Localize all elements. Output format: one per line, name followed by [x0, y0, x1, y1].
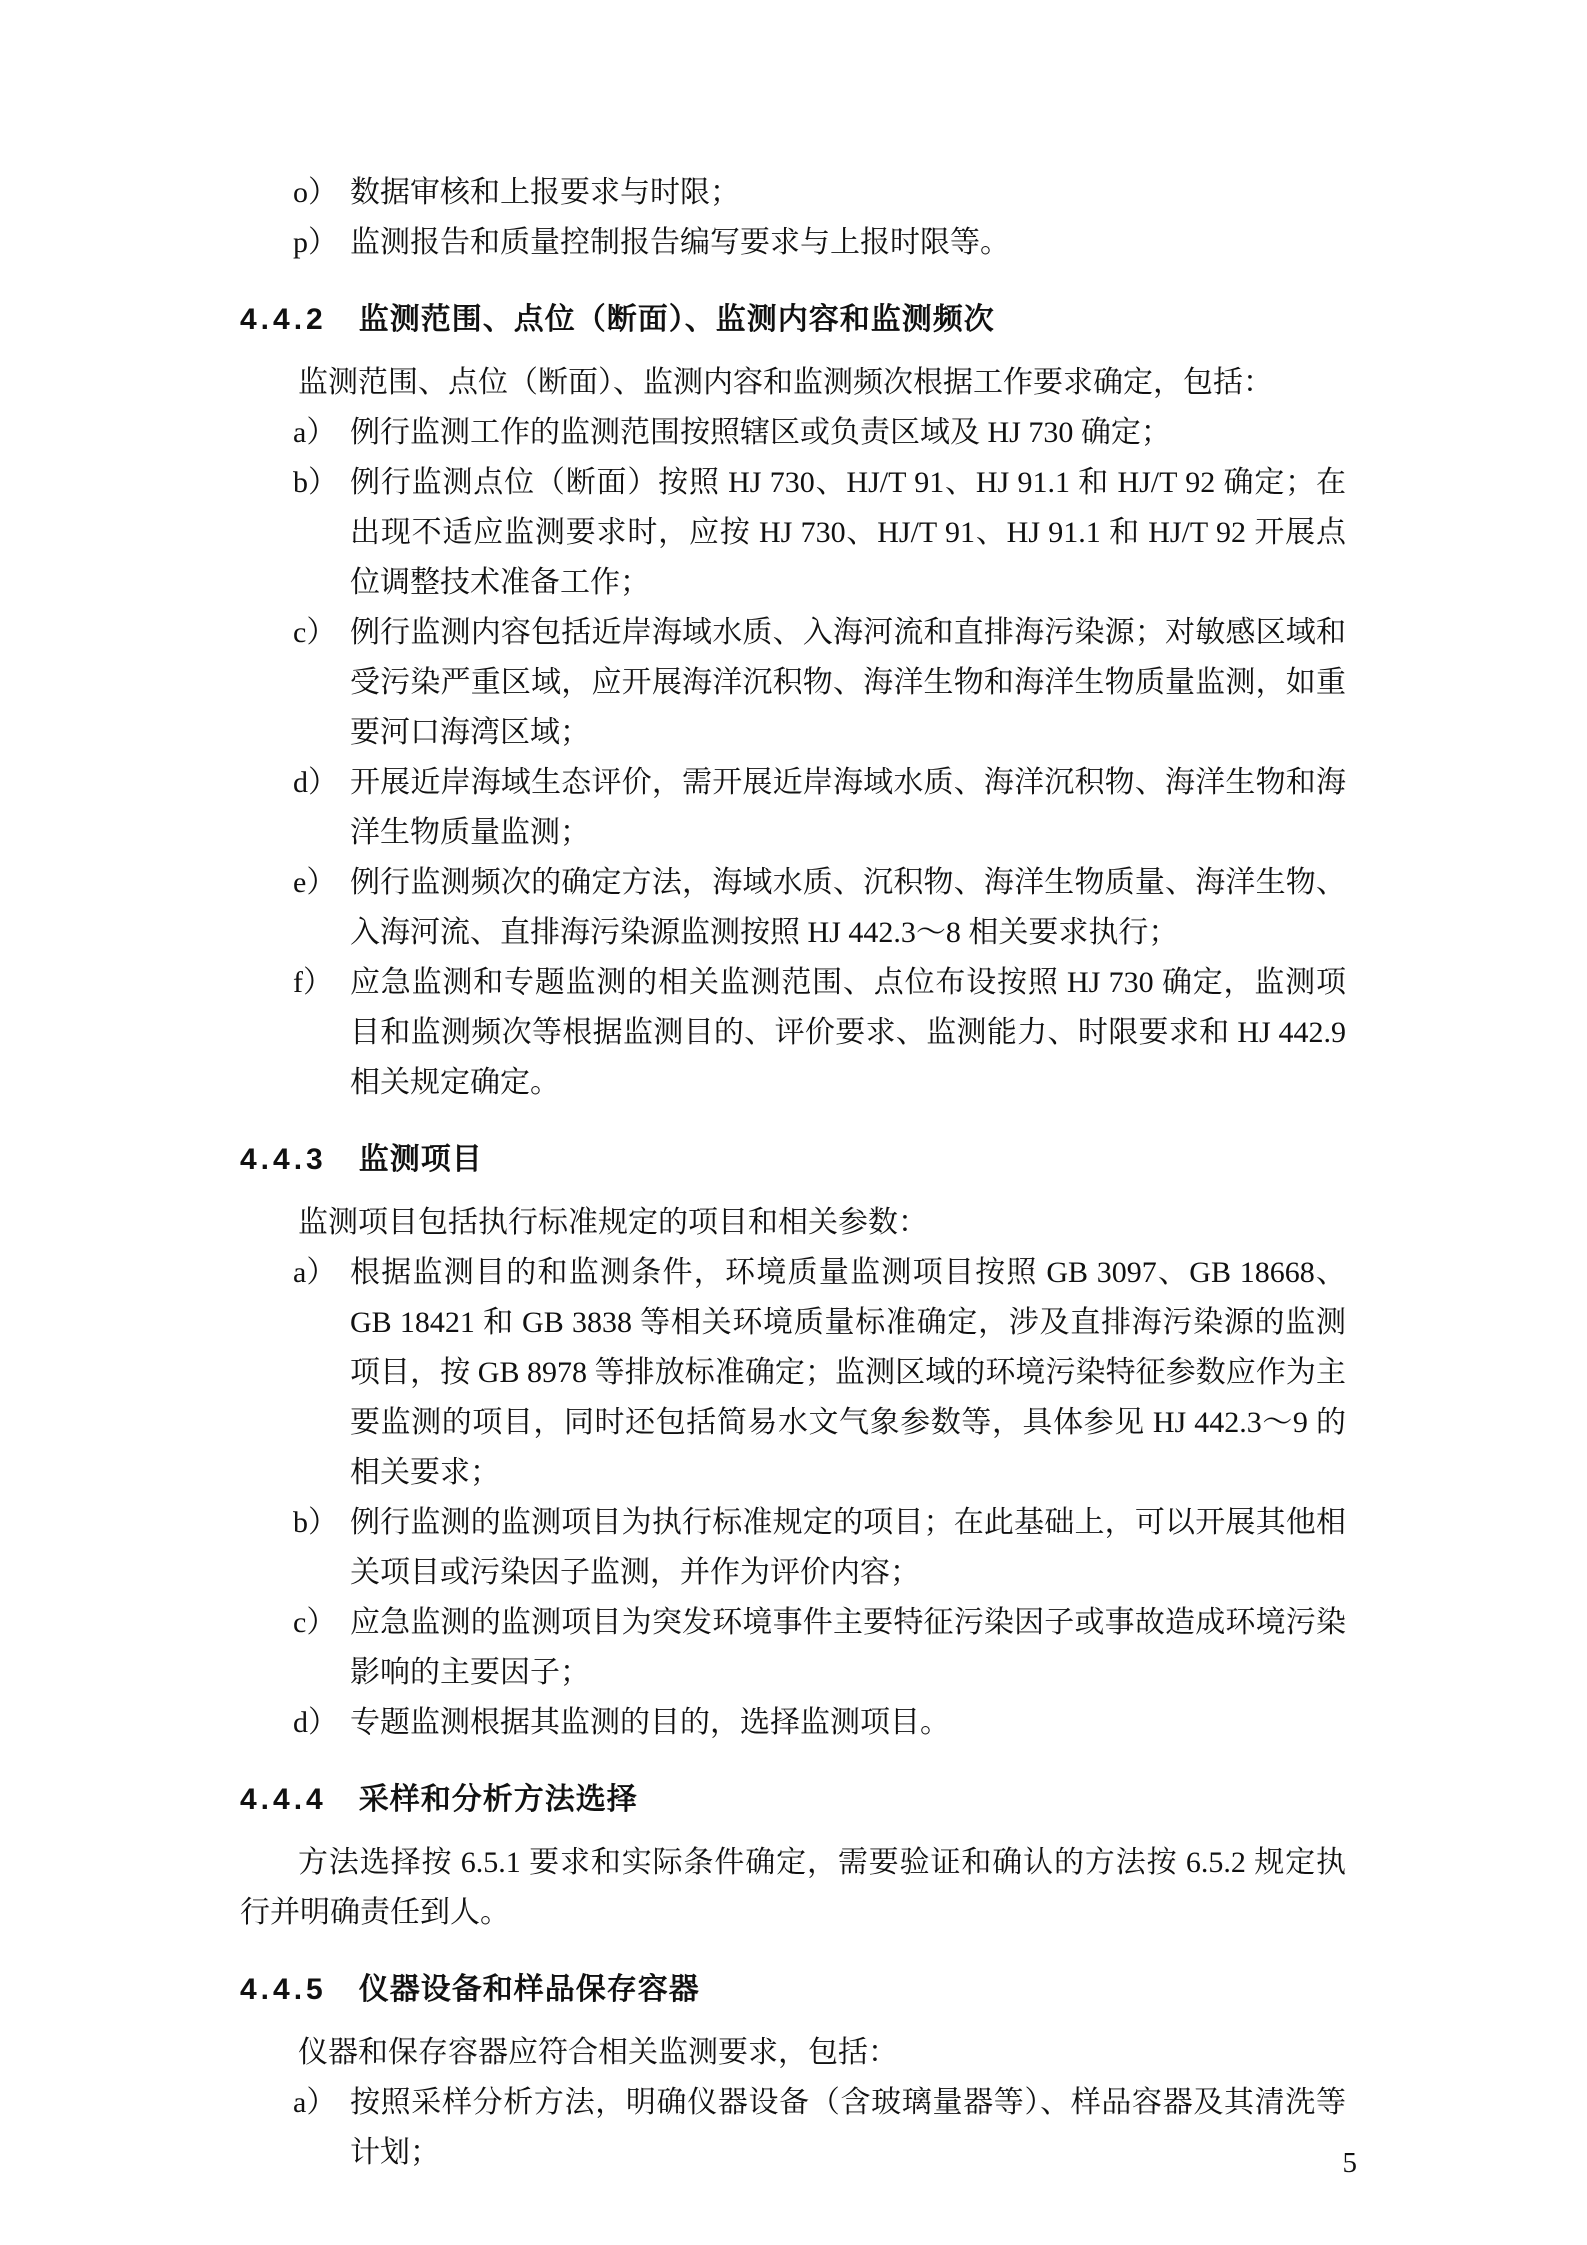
- list-item-marker: d）: [293, 1706, 338, 1739]
- list-item-text: 例行监测工作的监测范围按照辖区或负责区域及 HJ 730 确定；: [350, 416, 1171, 449]
- section-paragraph: 方法选择按 6.5.1 要求和实际条件确定，需要验证和确认的方法按 6.5.2 规定执行并明确责任到人。: [240, 1846, 1346, 1929]
- list-item: [240, 218, 1346, 268]
- list-item: [240, 2078, 1346, 2178]
- section-title: 监测范围、点位（断面）、监测内容和监测频次: [358, 303, 995, 336]
- section-number: 4.4.3: [240, 1143, 327, 1176]
- document-content: [240, 168, 1346, 2178]
- list-item-text: 例行监测的监测项目为执行标准规定的项目；在此基础上，可以开展其他相关项目或污染因子监测，并作为评价内容；: [350, 1506, 1346, 1589]
- list-item: [240, 958, 1346, 1108]
- list-item-marker: c）: [293, 616, 337, 649]
- top-list: [240, 168, 1346, 268]
- list-item-marker: o）: [293, 176, 338, 209]
- list-item: [240, 1598, 1346, 1698]
- list-item: [240, 1498, 1346, 1598]
- list-item-marker: a）: [293, 416, 337, 449]
- section-4-4-5: [240, 1964, 1346, 2178]
- list-item: [240, 408, 1346, 458]
- section-heading: [240, 294, 1346, 346]
- list-item-text: 例行监测内容包括近岸海域水质、入海河流和直排海污染源；对敏感区域和受污染严重区域，应开展海洋沉积物、海洋生物和海洋生物质量监测，如重要河口海湾区域；: [350, 616, 1346, 749]
- list-item: [240, 168, 1346, 218]
- list-item: [240, 1248, 1346, 1498]
- list-item-text: 根据监测目的和监测条件，环境质量监测项目按照 GB 3097、GB 18668、GB 18421 和 GB 3838 等相关环境质量标准确定，涉及直排海污染源的监测项目，按 GB 8978 等排放标准确定；监测区域的环境污染特征参数应作为主要监测的项目，同时还包括简易水文气象参数等，具体参见 HJ 442.3～9 的相关要求；: [350, 1256, 1346, 1489]
- section-list: [240, 1248, 1346, 1748]
- section-heading: [240, 1134, 1346, 1186]
- list-item-marker: f）: [293, 966, 333, 999]
- list-item: [240, 1698, 1346, 1748]
- section-intro: 监测范围、点位（断面）、监测内容和监测频次根据工作要求确定，包括：: [298, 366, 1273, 399]
- list-item-text: 按照采样分析方法，明确仪器设备（含玻璃量器等）、样品容器及其清洗等计划；: [350, 2086, 1346, 2169]
- section-4-4-3: [240, 1134, 1346, 1748]
- list-item: [240, 858, 1346, 958]
- list-item: [240, 608, 1346, 758]
- section-number: 4.4.2: [240, 303, 327, 336]
- section-4-4-4: [240, 1774, 1346, 1938]
- section-list: [240, 408, 1346, 1108]
- section-heading: [240, 1774, 1346, 1826]
- list-item-text: 专题监测根据其监测的目的，选择监测项目。: [350, 1706, 950, 1739]
- section-number: 4.4.4: [240, 1783, 327, 1816]
- list-item-marker: a）: [293, 2086, 337, 2119]
- section-heading: [240, 1964, 1346, 2016]
- list-item-text: 数据审核和上报要求与时限；: [350, 176, 740, 209]
- section-4-4-2: [240, 294, 1346, 1108]
- list-item-marker: a）: [293, 1256, 337, 1289]
- list-item-marker: b）: [293, 466, 338, 499]
- section-title: 采样和分析方法选择: [358, 1783, 638, 1816]
- list-item-text: 例行监测频次的确定方法，海域水质、沉积物、海洋生物质量、海洋生物、入海河流、直排海污染源监测按照 HJ 442.3～8 相关要求执行；: [350, 866, 1346, 949]
- list-item-marker: p）: [293, 226, 338, 259]
- list-item-marker: c）: [293, 1606, 337, 1639]
- section-number: 4.4.5: [240, 1973, 327, 2006]
- list-item-text: 例行监测点位（断面）按照 HJ 730、HJ/T 91、HJ 91.1 和 HJ/T 92 确定；在出现不适应监测要求时，应按 HJ 730、HJ/T 91、HJ 91.1 和 HJ/T 92 开展点位调整技术准备工作；: [350, 466, 1346, 599]
- list-item-marker: d）: [293, 766, 338, 799]
- list-item-text: 开展近岸海域生态评价，需开展近岸海域水质、海洋沉积物、海洋生物和海洋生物质量监测；: [350, 766, 1346, 849]
- page-number: 5: [1342, 2147, 1357, 2179]
- section-intro: 监测项目包括执行标准规定的项目和相关参数：: [298, 1206, 928, 1239]
- section-list: [240, 2078, 1346, 2178]
- list-item: [240, 758, 1346, 858]
- section-title: 仪器设备和样品保存容器: [358, 1973, 700, 2006]
- list-item-text: 监测报告和质量控制报告编写要求与上报时限等。: [350, 226, 1010, 259]
- list-item-marker: e）: [293, 866, 337, 899]
- list-item-text: 应急监测和专题监测的相关监测范围、点位布设按照 HJ 730 确定，监测项目和监测频次等根据监测目的、评价要求、监测能力、时限要求和 HJ 442.9 相关规定确定。: [350, 966, 1346, 1099]
- section-intro: 仪器和保存容器应符合相关监测要求，包括：: [298, 2036, 898, 2069]
- list-item-marker: b）: [293, 1506, 338, 1539]
- list-item: [240, 458, 1346, 608]
- section-title: 监测项目: [358, 1143, 483, 1176]
- list-item-text: 应急监测的监测项目为突发环境事件主要特征污染因子或事故造成环境污染影响的主要因子；: [350, 1606, 1346, 1689]
